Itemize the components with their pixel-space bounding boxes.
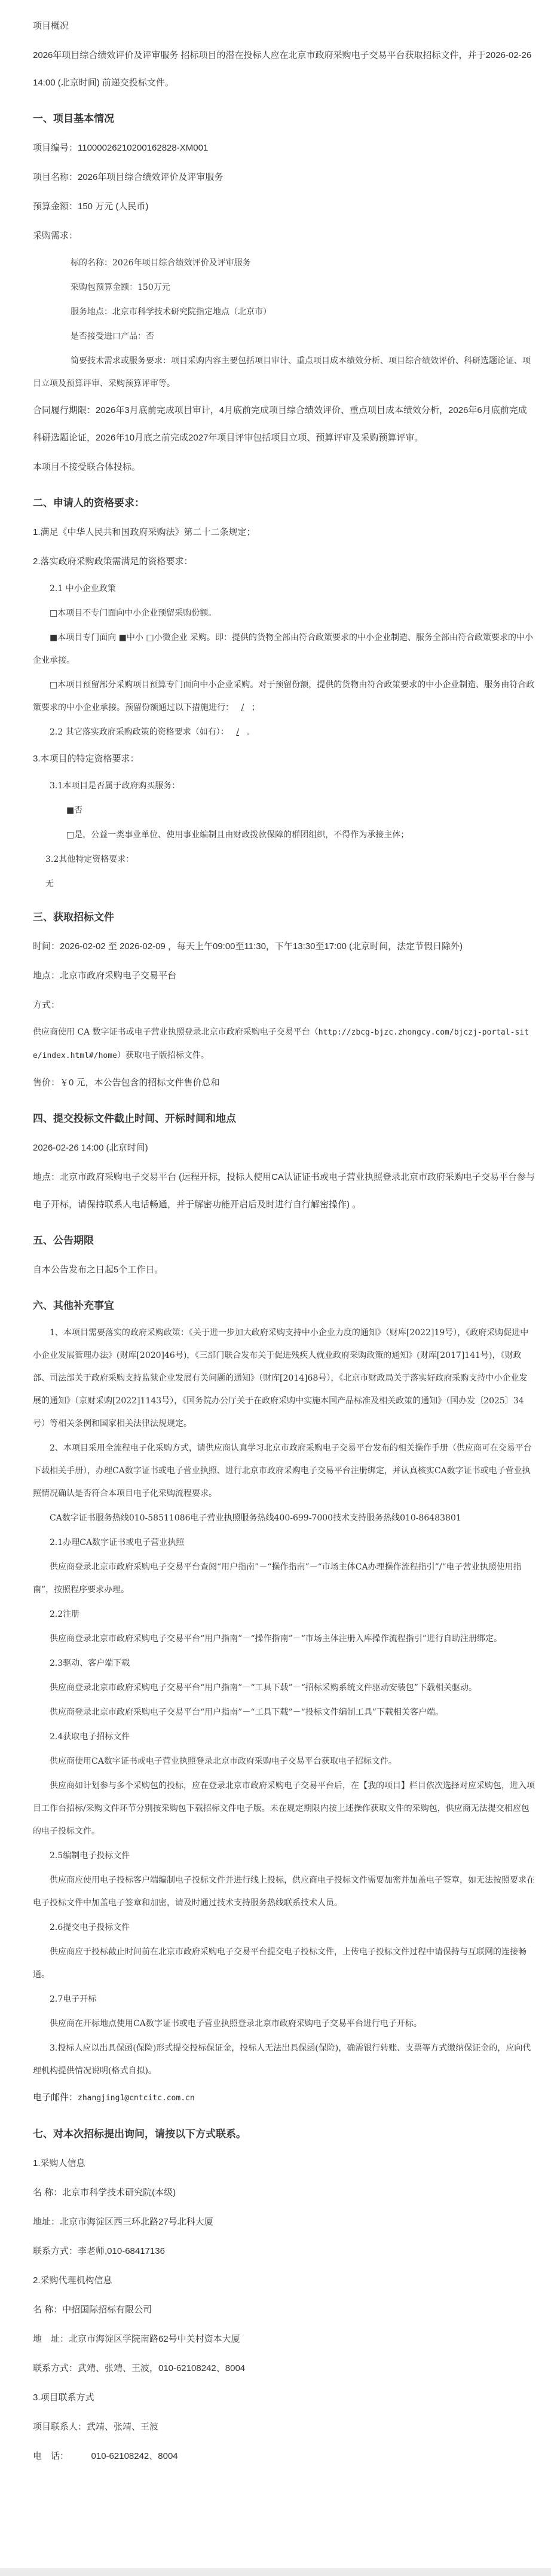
option-yes: □是，公益一类事业单位、使用事业编制且由财政拨款保障的群团组织，不得作为承接主体； [66, 830, 409, 840]
step-2-3-body-2: 供应商登录北京市政府采购电子交易平台“用户指南”－“工具下载”－“投标文件编制工具”下载相关客户端。 [50, 1708, 443, 1717]
step-2-1-title: 2.1办理CA数字证书或电子营业执照 [50, 1538, 185, 1547]
section-2-heading: 二、申请人的资格要求： [33, 497, 145, 509]
section-5-heading: 五、公告期限 [33, 1235, 94, 1246]
fill-in-blank: / [236, 727, 240, 737]
qualification-req-3: 3.本项目的特定资格要求： [33, 754, 139, 764]
platform-url: http://zbcg-bjzc.zhongcy.com/bjczj-portal-site/index.html#/home [33, 1028, 529, 1060]
other-specific-requirements: 3.2其他特定资格要求： [45, 855, 134, 864]
agent-address: 地 址：北京市海淀区学院南路62号中关村资本大厦 [33, 2334, 240, 2344]
qualification-req-1: 1.满足《中华人民共和国政府采购法》第二十二条规定； [33, 527, 256, 537]
section-3-heading: 三、获取招标文件 [33, 911, 114, 923]
email-label: 电子邮件： [33, 2092, 78, 2103]
obtain-time: 时间：2026-02-02 至 2026-02-09 ，每天上午09:00至11:30，下午13:30至17:00 (北京时间，法定节假日除外) [33, 941, 463, 952]
step-2-2-title: 2.2注册 [50, 1610, 80, 1619]
joint-bid-note: 本项目不接受联合体投标。 [33, 462, 141, 472]
buyer-info-title: 1.采购人信息 [33, 2158, 85, 2168]
obtain-location: 地点：北京市政府采购电子交易平台 [33, 971, 177, 981]
step-2-6-body: 供应商应于投标截止时间前在北京市政府采购电子交易平台提交电子投标文件，上传电子投标文件过程中请保持与互联网的连接畅通。 [33, 1947, 526, 1980]
buyer-contact: 联系方式：李老师,010-68417136 [33, 2246, 165, 2256]
buyer-address: 地址：北京市海淀区西三环北路27号北科大厦 [33, 2217, 213, 2227]
other-policy-tail: 。 [246, 727, 255, 737]
step-2-6-title: 2.6提交电子投标文件 [50, 1923, 130, 1932]
step-2-1-body: 供应商登录北京市政府采购电子交易平台查阅“用户指南”－“操作指南”－“市场主体CA办理操作流程指引”/“电子营业执照使用指南”，按照程序要求办理。 [33, 1562, 522, 1595]
method-prefix: 供应商使用 CA 数字证书或电子营业执照登录北京市政府采购电子交易平台（ [33, 1027, 319, 1037]
other-policy-requirements [33, 721, 535, 744]
bond-item-3: 3.投标人应以出具保函(保险)形式提交投标保证金，投标人无法出具保函(保险)，确需银行转账、支票等方式缴纳保证金的，应向代理机构提供情况说明(格式自拟)。 [33, 2043, 531, 2076]
target-name: 标的名称：2026年项目综合绩效评价及评审服务 [71, 258, 251, 268]
overview-title: 项目概况 [33, 21, 69, 31]
none-note: 无 [45, 879, 54, 889]
step-2-5-title: 2.5编制电子投标文件 [50, 1851, 130, 1861]
option-partial-tail: ； [251, 703, 260, 712]
step-2-7-title: 2.7电子开标 [50, 1994, 97, 2004]
method-suffix: ）获取电子版招标文件。 [117, 1051, 209, 1060]
step-2-4-title: 2.4获取电子招标文件 [50, 1732, 130, 1742]
section-1-heading: 一、项目基本情况 [33, 113, 114, 124]
project-phone-number: 010-62108242、8004 [91, 2451, 178, 2461]
project-contact-title: 3.项目联系方式 [33, 2393, 94, 2403]
step-2-5-body: 供应商应使用电子投标客户端编制电子投标文件并进行线上投标，供应商电子投标文件需要加密并加盖电子签章，如无法按照要求在电子投标文件中加盖电子签章和加密，请及时通过技术支持服务热线联系技术人员。 [33, 1876, 535, 1908]
email-address: zhangjing1@cntcitc.com.cn [78, 2094, 195, 2103]
procurement-demand-label: 采购需求： [33, 231, 78, 241]
buyer-name: 名 称：北京市科学技术研究院(本级) [33, 2188, 176, 2198]
step-2-4-body-1: 供应商使用CA数字证书或电子营业执照登录北京市政府采购电子交易平台获取电子招标文件。 [50, 1757, 397, 1766]
service-hotlines: CA数字证书服务热线010-58511086电子营业执照服务热线400-699-7000技术支持服务热线010-86483801 [50, 1513, 461, 1523]
page-bottom-strip [0, 2568, 551, 2576]
option-dedicated-sme: ■本项目专门面向 ■中小 □小微企业 采购。即：提供的货物全部由符合政策要求的中小企业制造、服务全部由符合政策要求的中小企业承接。 [33, 633, 534, 665]
section-7-heading: 七、对本次招标提出询问，请按以下方式联系。 [33, 2128, 246, 2140]
announcement-period: 自本公告发布之日起5个工作日。 [33, 1265, 164, 1275]
option-partial-text: □本项目预留部分采购项目预算专门面向中小企业采购。对于预留份额，提供的货物由符合政策要求的中小企业制造、服务由符合政策要求的中小企业承接。预留份额通过以下措施进行： [33, 680, 535, 712]
option-partial-reserved [33, 674, 535, 719]
agent-info-title: 2.采购代理机构信息 [33, 2275, 112, 2286]
contract-period: 合同履行期限：2026年3月底前完成项目审计，4月底前完成项目综合绩效评价、重点项目成本绩效分析，2026年6月底前完成科研选题论证，2026年10月底之前完成2027年项目评审包括项目立项、预算评审及采购预算评审。 [33, 405, 527, 443]
project-phone-line [33, 2443, 535, 2470]
package-budget: 采购包预算金额：150万元 [71, 283, 170, 292]
obtain-method-detail [33, 1021, 535, 1067]
step-2-4-body-2: 供应商如计划参与多个采购包的投标，应在登录北京市政府采购电子交易平台后，在【我的项目】栏目依次选择对应采购包，进入项目工作台招标/采购文件环节分别按采购包下载招标文件电子版。未在规定期限内按上述操作获取文件的采购包，供应商无法提交相应包的电子投标文件。 [33, 1781, 535, 1836]
obtain-method-label: 方式： [33, 1000, 60, 1010]
other-policy-text: 2.2 其它落实政府采购政策的资格要求（如有）： [50, 727, 229, 737]
section-4-heading: 四、提交投标文件截止时间、开标时间和地点 [33, 1113, 236, 1124]
step-2-7-body: 供应商在开标地点使用CA数字证书或电子营业执照登录北京市政府采购电子交易平台进行电子开标。 [50, 2019, 422, 2029]
qualification-req-2: 2.落实政府采购政策需满足的资格要求： [33, 556, 193, 567]
email-line [33, 2084, 535, 2112]
step-2-3-body-1: 供应商登录北京市政府采购电子交易平台“用户指南”－“工具下载”－“招标采购系统文件驱动安装包”下载相关驱动。 [50, 1683, 477, 1693]
sme-policy-title: 2.1 中小企业政策 [50, 584, 116, 593]
bid-deadline: 2026-02-26 14:00 (北京时间) [33, 1143, 148, 1153]
tech-requirements: 简要技术需求或服务要求：项目采购内容主要包括项目审计、重点项目成本绩效分析、项目综合绩效评价、科研选题论证、项目立项及预算评审、采购预算评审等。 [33, 356, 531, 388]
opening-location: 地点：北京市政府采购电子交易平台 (远程开标，投标人使用CA认证证书或电子营业执照登录北京市政府采购电子交易平台参与电子开标，请保持联系人电话畅通，并于解密功能开启后及时进行自行解密操作) 。 [33, 1172, 535, 1210]
overview-summary: 2026年项目综合绩效评价及评审服务 招标项目的潜在投标人应在北京市政府采购电子交易平台获取招标文件，并于2026-02-26 14:00 (北京时间) 前递交投标文件。 [33, 50, 532, 88]
service-location: 服务地点：北京市科学技术研究院指定地点（北京市） [71, 307, 271, 317]
agent-name: 名 称：中招国际招标有限公司 [33, 2305, 152, 2315]
step-2-2-body: 供应商登录北京市政府采购电子交易平台“用户指南”－“操作指南”－“市场主体注册入库操作流程指引”进行自助注册绑定。 [50, 1634, 502, 1644]
project-name: 项目名称：2026年项目综合绩效评价及评审服务 [33, 172, 224, 182]
budget-amount: 预算金额：150 万元 (人民币) [33, 201, 149, 212]
section-6-heading: 六、其他补充事宜 [33, 1300, 114, 1311]
option-no: ■否 [66, 806, 83, 815]
gov-purchase-service-question: 3.1本项目是否属于政府购买服务： [50, 781, 180, 791]
project-contact-persons: 项目联系人：武靖、张靖、王波 [33, 2422, 159, 2432]
document-price: 售价：￥0 元，本公告包含的招标文件售价总和 [33, 1078, 220, 1088]
agent-contact: 联系方式：武靖、张靖、王波，010-62108242、8004 [33, 2363, 246, 2373]
e-procurement-item-2: 2、本项目采用全流程电子化采购方式，请供应商认真学习北京市政府采购电子交易平台发布的相关操作手册（供应商可在交易平台下载相关手册），办理CA数字证书或电子营业执照、进行北京市政府采购电子交易平台注册绑定，并认真核实CA数字证书或电子营业执照情况确认是否符合本项目电子化采购流程要求。 [33, 1443, 532, 1498]
step-2-3-title: 2.3驱动、客户端下载 [50, 1659, 130, 1668]
policy-item-1: 1、本项目需要落实的政府采购政策：《关于进一步加大政府采购支持中小企业力度的通知》（财库[2022]19号），《政府采购促进中小企业发展管理办法》(财库[2020]46号)，《三部门联合发布关于促进残疾人就业政府采购政策的通知》(财库[2017]141号)，《财政部、司法部关于政府采购支持监狱企业发展有关问题的通知》（财库[2014]68号），《北京市财政局关于落实好政府采购支持中小企业发展的通知》（京财采购[2022]1143号），《国务院办公厅关于在政府采购中实施本国产品标准及相关政策的通知》（国办发〔2025〕34号）等相关条例和国家相关法律法规规定。 [33, 1328, 529, 1428]
project-number: 项目编号：11000026210200162828-XM001 [33, 143, 209, 153]
import-products-flag: 是否接受进口产品：否 [71, 332, 154, 341]
option-not-reserved: □本项目不专门面向中小企业预留采购份额。 [50, 608, 217, 618]
fill-in-blank: / [241, 703, 244, 712]
project-phone-label: 电 话： [33, 2451, 69, 2461]
